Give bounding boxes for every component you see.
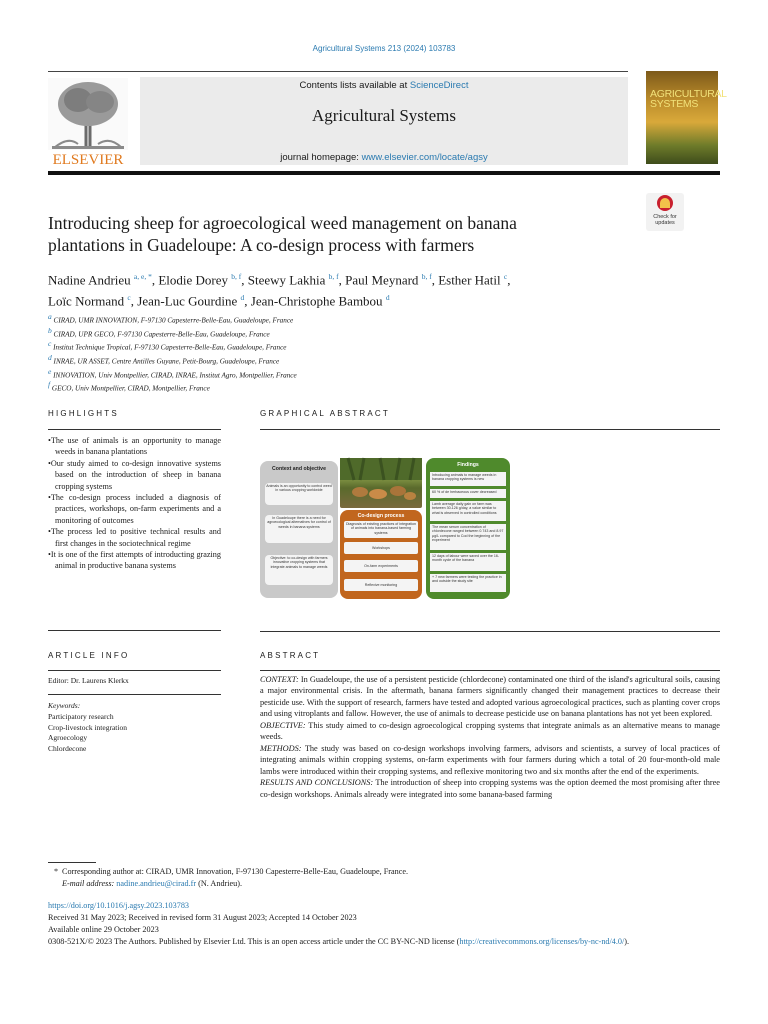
article-info-divider (48, 694, 221, 695)
findings-card: + 7 new farmers were testing the practice in and outside the study site (430, 574, 506, 592)
contents-line (140, 80, 628, 91)
affiliation-text: GECO, Univ Montpellier, CIRAD, Montpellier, France (51, 384, 210, 393)
highlights-heading: HIGHLIGHTS (48, 409, 119, 418)
check-updates-line1: Check for (653, 214, 677, 220)
highlights-rule (48, 429, 221, 430)
affiliation-item (48, 353, 688, 367)
affiliation-text: INNOVATION, Univ Montpellier, CIRAD, INRAE, Institut Agro, Montpellier, France (53, 371, 297, 380)
context-card: In Guadeloupe there is a need for agroecological alternatives for control of weeds in banana systems (265, 515, 333, 543)
codesign-card: On-farm experiments (344, 560, 418, 572)
available-online-date: Available online 29 October 2023 (48, 925, 159, 934)
author-name[interactable]: Paul Meynard (345, 272, 419, 288)
author-name[interactable]: Elodie Dorey (158, 272, 229, 288)
license-prefix: 0308-521X/© 2023 The Authors. Published by Elsevier Ltd. This is an open access article under the CC BY-NC-ND license ( (48, 937, 460, 946)
graphical-abstract-bottom-rule (260, 631, 720, 632)
affiliation-item (48, 312, 688, 326)
affiliation-item (48, 380, 688, 394)
findings-panel-title: Findings (457, 462, 479, 468)
author-name[interactable]: Jean-Christophe Bambou (250, 293, 383, 309)
affiliation-item (48, 339, 688, 353)
homepage-prefix: journal homepage: (280, 152, 362, 163)
findings-card: Introducing animals to manage weeds in banana cropping systems is new (430, 472, 506, 486)
keyword-item: Agroecology (48, 733, 88, 742)
sciencedirect-link[interactable]: ScienceDirect (409, 80, 469, 91)
context-label: CONTEXT: (260, 675, 299, 684)
context-panel-title: Context and objective (272, 466, 326, 472)
paper-title-line1: Introducing sheep for agroecological weed management on banana (48, 213, 517, 233)
abstract-objective (260, 720, 720, 743)
keyword-item: Participatory research (48, 712, 114, 721)
highlight-item: • The co-design process included a diagnosis of practices, workshops, on-farm experiments and a monitoring of outcomes (48, 492, 221, 526)
objective-text: This study aimed to co-design agroecological cropping systems that integrate animals as an alternative means to manage weeds. (260, 720, 720, 742)
codesign-card: Reflexive monitoring (344, 579, 418, 591)
received-dates: Received 31 May 2023; Received in revised form 31 August 2023; Accepted 14 October 2023 (48, 913, 357, 922)
codesign-panel-title: Co-design process (357, 513, 405, 519)
author-list: Nadine Andrieu $^{a, e, *}$, Elodie Dorey $^{b, f}$, Steewy Lakhia $^{b, f}$, Paul Meynard $^{b, f}$, Esther Hatil $^c$, Loïc Normand $^c$, Jean-Luc Gourdine $^d$, Jean-Christophe Bambou $^d$ (48, 272, 511, 309)
article-info-rule (48, 670, 221, 671)
highlights-bottom-rule (48, 630, 221, 631)
findings-card: 12 days of labour were saved over the 16-month cycle of the banana (430, 553, 506, 571)
graphical-abstract-figure[interactable] (260, 458, 510, 599)
paper-title (48, 212, 608, 256)
sheep-photo (340, 458, 422, 508)
abstract-body (260, 674, 720, 800)
context-card: Objective: to co-design with farmers innovative cropping systems that integrate animals to manage weeds (265, 555, 333, 585)
author-name[interactable]: Steewy Lakhia (247, 272, 326, 288)
methods-label: METHODS: (260, 743, 302, 753)
keywords-label: Keywords: (48, 701, 81, 710)
paper-title-line2: plantations in Guadeloupe: A co-design process with farmers (48, 235, 475, 255)
graphical-abstract-heading: GRAPHICAL ABSTRACT (260, 409, 390, 418)
affiliation-key: a (48, 312, 52, 321)
footnote-star: * (54, 867, 59, 876)
methods-text: The study was based on co-design workshops involving farmers, advisors and scientists, a survey of local practices of integrating animals within cropping systems, on-farm experiments with four farmers during which a total of 20 four-month-old male lambs were introduced within their cropping systems, and reflexive monitoring two and six months after the end of the experiments. (260, 743, 720, 776)
affiliation-key: d (48, 353, 52, 363)
header-thick-rule (48, 171, 720, 175)
graphical-abstract-rule (260, 429, 720, 430)
author-affiliation-sup[interactable]: d (240, 293, 245, 303)
affiliation-text: CIRAD, UPR GECO, F-97130 Capesterre-Belle-Eau, Guadeloupe, France (53, 330, 270, 339)
findings-card: The mean serum concentration of chlordecone ranged between 0.743 and 8.97 µg/L compared to Cod the beginning of the experiment (430, 524, 506, 550)
cover-title (650, 89, 727, 109)
affiliation-text: INRAE, UR ASSET, Centre Antilles Guyane, Petit-Bourg, Guadeloupe, France (53, 357, 280, 366)
corresponding-author-footnote (54, 866, 702, 890)
affiliation-item (48, 367, 688, 381)
author-affiliation-sup[interactable]: c (127, 293, 131, 303)
codesign-card: Diagnosis of existing practices of integration of animals into banana-based farming systems (344, 521, 418, 538)
affiliation-text: Institut Technique Tropical, F-97130 Capesterre-Belle-Eau, Guadeloupe, France (53, 343, 287, 352)
homepage-line (140, 152, 628, 163)
contents-prefix: Contents lists available at (299, 80, 410, 91)
author-affiliation-sup[interactable]: d (385, 293, 390, 303)
affiliation-list (48, 312, 688, 394)
abstract-context (260, 674, 720, 720)
affiliation-key: b (48, 325, 52, 335)
codesign-panel (340, 510, 422, 599)
keyword-item: Crop-livestock integration (48, 722, 127, 732)
context-text: In Guadeloupe, the use of a persistent pesticide (chlordecone) contaminated one third of the island's agricultural soils, causing a major environmental crisis. In the aftermath, banana farmers significantly changed their management practices to decrease their pesticide use. With the support of research, farmers have tested and adopted various agroecological practices, such as planting cover crops and using vitroplants and fallow. However, the use of animals to decrease pesticide use on banana plantations has not yet been explored. (260, 675, 720, 719)
findings-panel (426, 458, 510, 599)
abstract-rule (260, 670, 720, 671)
highlight-item: • The use of animals is an opportunity to manage weeds in banana plantations (48, 435, 221, 458)
results-label: RESULTS AND CONCLUSIONS: (260, 778, 374, 788)
article-info-heading: ARTICLE INFO (48, 651, 130, 660)
keyword-item: Chlordecone (48, 743, 87, 753)
email-label: E-mail address: (62, 879, 115, 888)
author-affiliation-sup[interactable]: b, f (421, 272, 432, 281)
handling-editor: Editor: Dr. Laurens Klerkx (48, 676, 129, 685)
author-name[interactable]: Esther Hatil (438, 272, 501, 288)
author-name[interactable]: Loïc Normand (48, 293, 125, 309)
journal-name: Agricultural Systems (311, 106, 456, 125)
author-name[interactable]: Jean-Luc Gourdine (137, 293, 238, 309)
license-statement (48, 936, 720, 948)
license-link[interactable]: http://creativecommons.org/licenses/by-nc-nd/4.0/ (459, 937, 625, 946)
abstract-methods (260, 743, 720, 777)
check-for-updates-button[interactable] (646, 193, 684, 231)
highlight-item: • Our study aimed to co-design innovative systems based on the introduction of sheep in banana cropping systems (48, 458, 221, 492)
codesign-card: Workshops (344, 542, 418, 554)
corresponding-author: Corresponding author at: CIRAD, UMR Innovation, F-97130 Capesterre-Belle-Eau, Guadeloupe, France. (62, 867, 409, 876)
author-affiliation-sup[interactable]: a, e, * (133, 272, 152, 281)
journal-homepage-link[interactable]: www.elsevier.com/locate/agsy (361, 152, 488, 163)
context-panel (260, 461, 338, 598)
affiliation-text: CIRAD, UMR INNOVATION, F-97130 Capesterre-Belle-Eau, Guadeloupe, France (53, 316, 294, 325)
check-updates-label (646, 214, 684, 226)
license-suffix: ). (624, 937, 630, 946)
author-affiliation-sup[interactable]: b, f (328, 272, 339, 281)
email-link[interactable]: nadine.andrieu@cirad.fr (116, 879, 197, 888)
check-updates-line2: updates (655, 220, 675, 226)
results-text: The introduction of sheep into cropping systems was the option deemed the most promising after three co-design workshops. Animals already were integrated into some banana-based farming (260, 778, 720, 799)
highlights-list (48, 435, 221, 572)
affiliation-key: f (48, 380, 51, 390)
doi-link[interactable]: https://doi.org/10.1016/j.agsy.2023.103783 (48, 901, 190, 910)
journal-citation[interactable]: Agricultural Systems 213 (2024) 103783 (312, 44, 456, 53)
abstract-heading: ABSTRACT (260, 651, 321, 660)
author-affiliation-sup[interactable]: c (503, 272, 508, 281)
email-line (62, 878, 702, 890)
highlight-item: • The process led to positive technical results and first changes in the sociotechnical regime (48, 526, 221, 549)
header-top-rule (48, 71, 628, 72)
context-card: Animals is an opportunity to control weed in various cropping worldwide (265, 483, 333, 505)
highlight-item: • It is one of the first attempts of introducting grazing animal in productive banana systems (48, 549, 221, 572)
author-name[interactable]: Nadine Andrieu (48, 272, 131, 288)
findings-card: 60 % of de herbaceous cover decreased (430, 489, 506, 498)
journal-cover-image[interactable] (646, 71, 727, 164)
footnote-rule (48, 862, 96, 863)
objective-label: OBJECTIVE: (260, 720, 306, 730)
author-affiliation-sup[interactable]: b, f (231, 272, 242, 281)
findings-card: Lamb average daily gain on farm was between 30-126 g/day, a value similar to what is observed in controlled conditions (430, 501, 506, 521)
cover-title-line2: SYSTEMS (650, 98, 699, 110)
abstract-results (260, 777, 720, 800)
affiliation-key: c (48, 339, 52, 349)
affiliation-key: e (48, 366, 52, 376)
keywords-list (48, 712, 127, 754)
affiliation-item (48, 326, 688, 340)
elsevier-wordmark: ELSEVIER (52, 152, 124, 168)
cover-title-line1: AGRICULTURAL (650, 88, 727, 100)
elsevier-logo (48, 78, 128, 166)
email-suffix: (N. Andrieu). (196, 879, 243, 888)
bookmark-ribbon-icon (660, 198, 670, 208)
